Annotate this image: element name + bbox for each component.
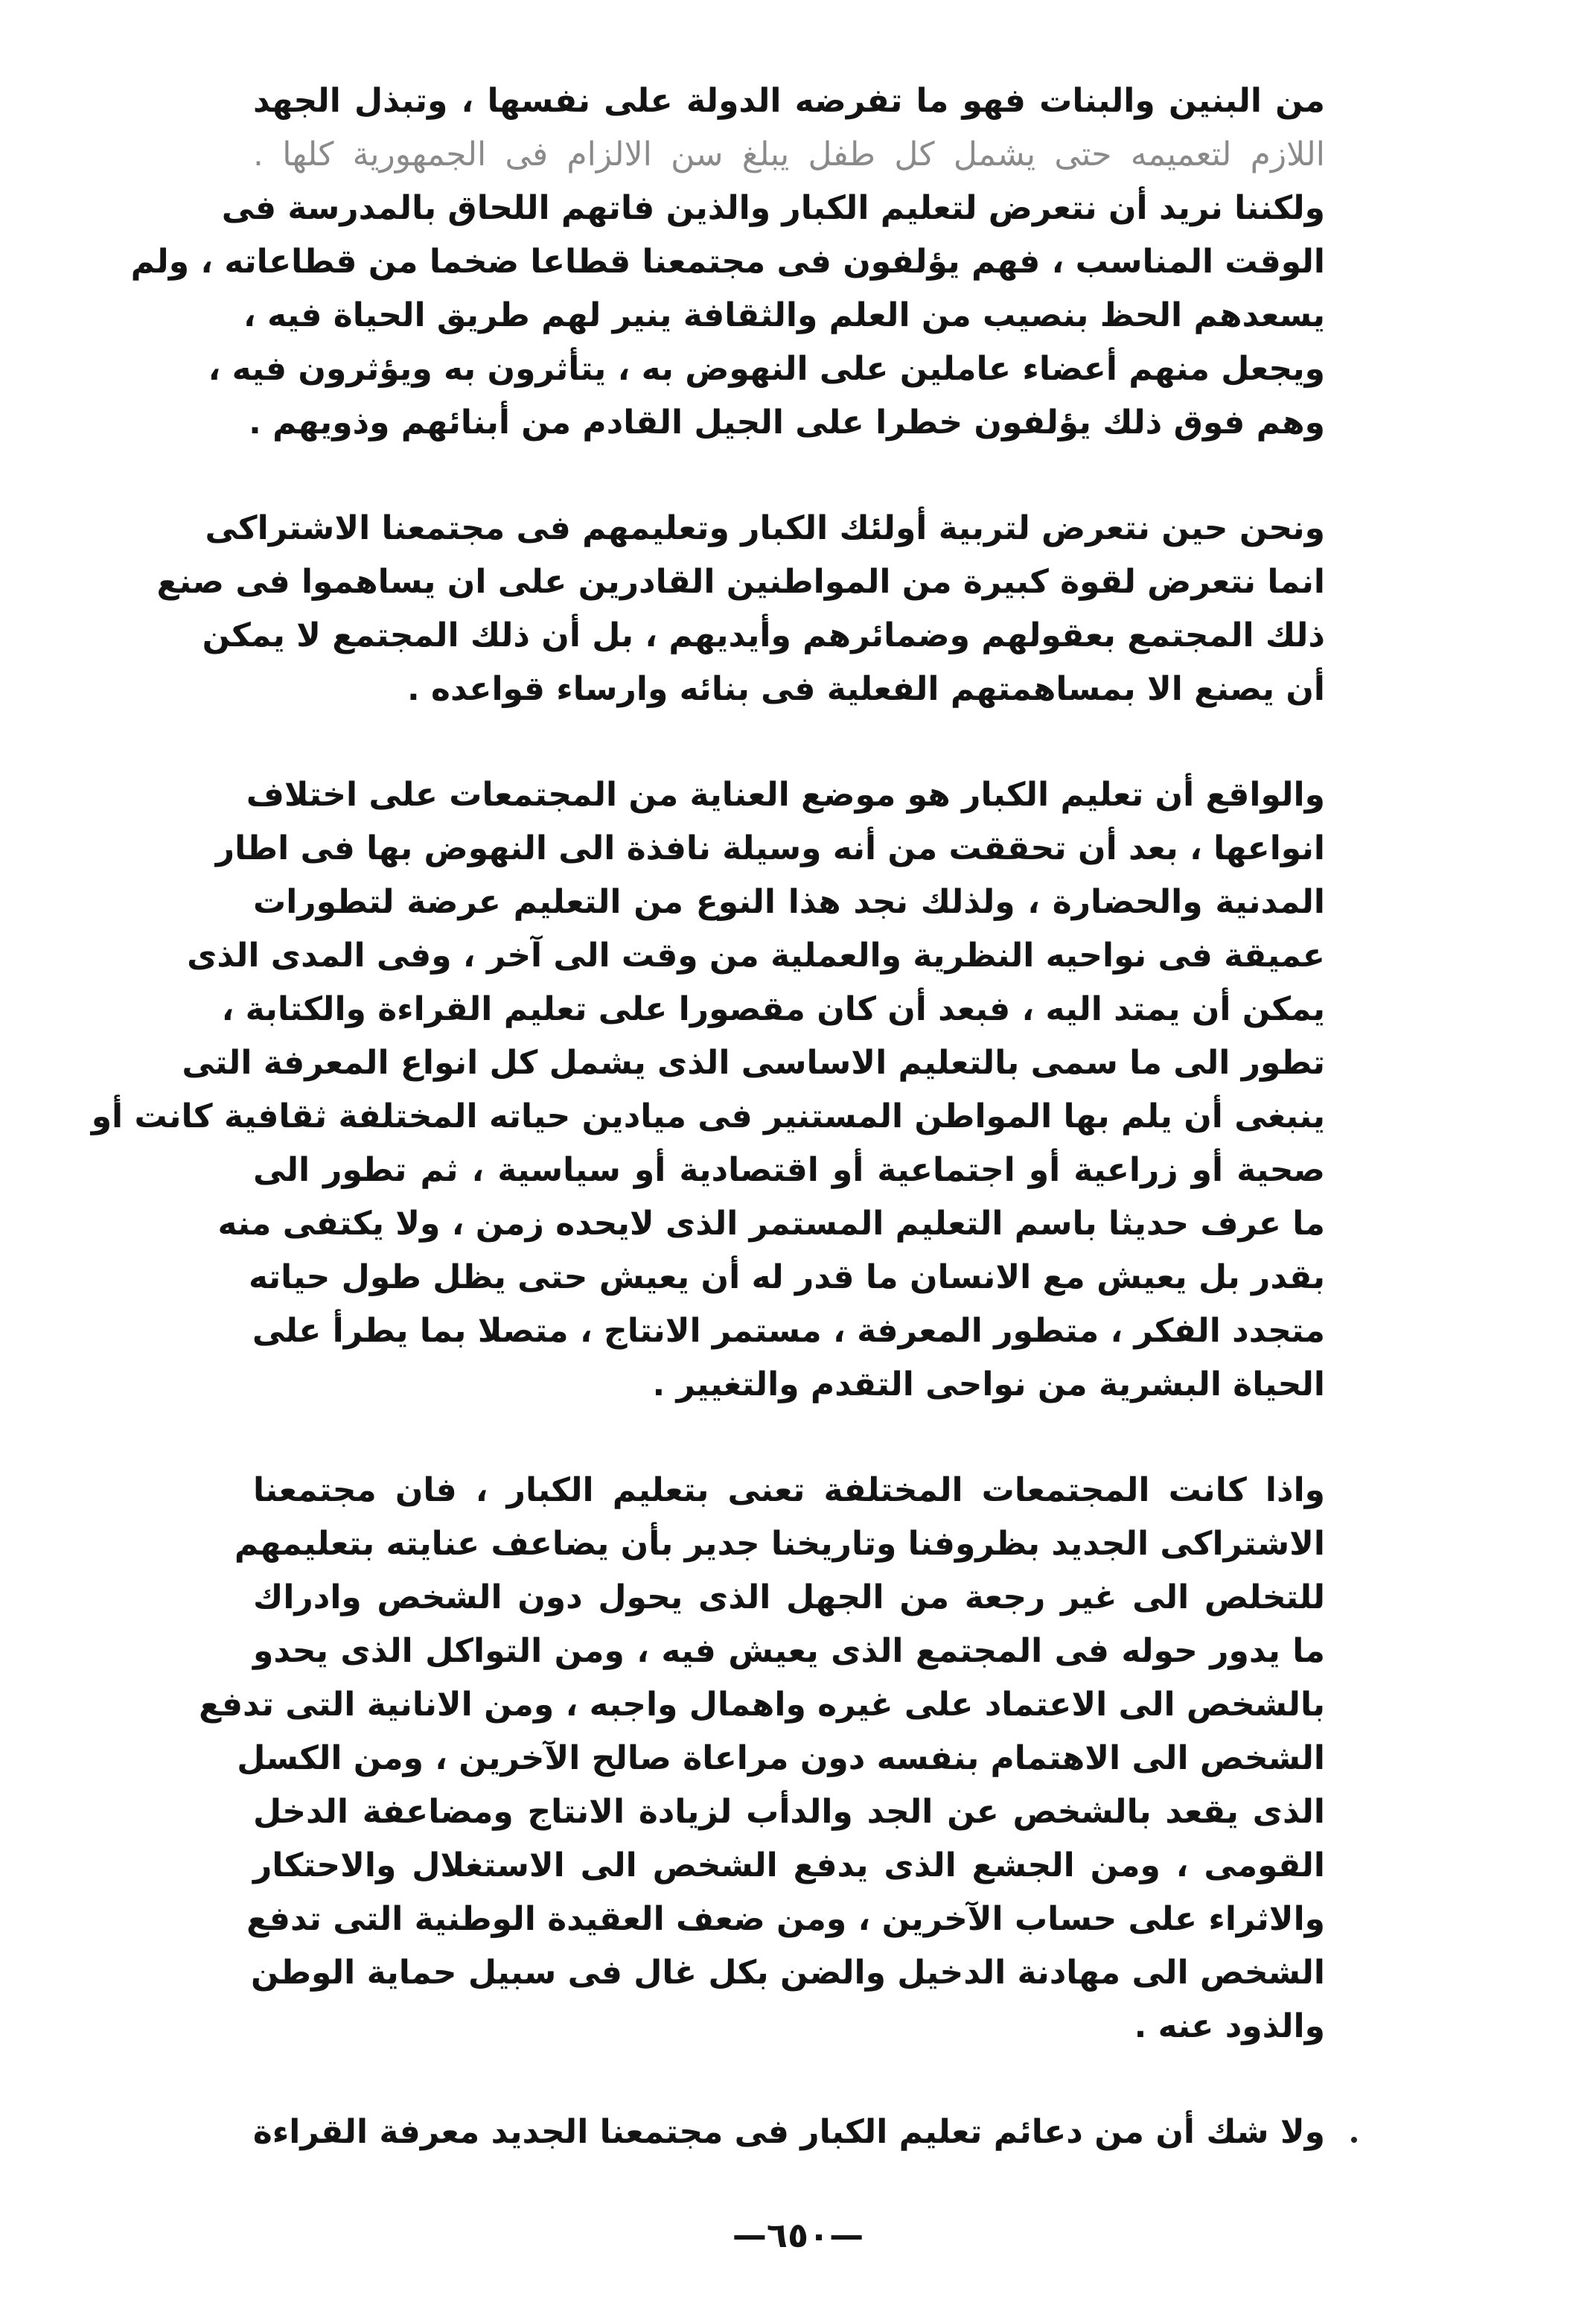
text-line: المدنية والحضارة ، ولذلك نجد هذا النوع من التعليم عرضة لتطورات bbox=[253, 883, 1325, 921]
text-line: الشخص الى مهادنة الدخيل والضن بكل غال فى سبيل حماية الوطن bbox=[251, 1954, 1325, 1992]
text-line: ما يدور حوله فى المجتمع الذى يعيش فيه ، ومن التواكل الذى يحدو bbox=[253, 1632, 1325, 1670]
text-line: والذود عنه . bbox=[1134, 2007, 1325, 2045]
text-line: ونحن حين نتعرض لتربية أولئك الكبار وتعليمهم فى مجتمعنا الاشتراكى bbox=[205, 509, 1325, 547]
page-number: —٦٥٠— bbox=[732, 2215, 864, 2255]
text-line: يسعدهم الحظ بنصيب من العلم والثقافة ينير لهم طريق الحياة فيه ، bbox=[243, 296, 1325, 334]
text-line: ينبغى أن يلم بها المواطن المستنير فى ميادين حياته المختلفة ثقافية كانت أو bbox=[91, 1097, 1325, 1135]
body-text bbox=[91, 74, 1325, 2211]
text-line: وهم فوق ذلك يؤلفون خطرا على الجيل القادم من أبنائهم وذويهم . bbox=[249, 404, 1325, 442]
text-line: الاشتراكى الجديد بظروفنا وتاريخنا جدير بأن يضاعف عنايته بتعليمهم bbox=[234, 1525, 1325, 1563]
text-line: ويجعل منهم أعضاء عاملين على النهوض به ، يتأثرون به ويؤثرون فيه ، bbox=[208, 350, 1325, 388]
text-line: عميقة فى نواحيه النظرية والعملية من وقت الى آخر ، وفى المدى الذى bbox=[187, 937, 1325, 975]
text-line: بالشخص الى الاعتماد على غيره واهمال واجبه ، ومن الانانية التى تدفع bbox=[199, 1686, 1325, 1724]
text-line: انما نتعرض لقوة كبيرة من المواطنين القادرين على ان يساهموا فى صنع bbox=[156, 563, 1325, 601]
paragraph bbox=[253, 2106, 1325, 2159]
text-line: ذلك المجتمع بعقولهم وضمائرهم وأيديهم ، بل أن ذلك المجتمع لا يمكن bbox=[202, 616, 1325, 654]
text-line: اللازم لتعميمه حتى يشمل كل طفل يبلغ سن الالزام فى الجمهورية كلها . bbox=[253, 136, 1325, 173]
text-line: الذى يقعد بالشخص عن الجد والدأب لزيادة الانتاج ومضاعفة الدخل bbox=[253, 1793, 1325, 1831]
text-line: تطور الى ما سمى بالتعليم الاساسى الذى يشمل كل انواع المعرفة التى bbox=[182, 1044, 1325, 1082]
paragraph bbox=[199, 1464, 1325, 2053]
text-line: يمكن أن يمتد اليه ، فبعد أن كان مقصورا على تعليم القراءة والكتابة ، bbox=[221, 990, 1325, 1028]
text-line: صحية أو زراعية أو اجتماعية أو اقتصادية أو سياسية ، ثم تطور الى bbox=[253, 1151, 1325, 1189]
text-line: القومى ، ومن الجشع الذى يدفع الشخص الى الاستغلال والاحتكار bbox=[253, 1846, 1325, 1884]
text-line: والواقع أن تعليم الكبار هو موضع العناية من المجتمعات على اختلاف bbox=[246, 776, 1325, 814]
paragraph bbox=[130, 74, 1325, 450]
text-line: متجدد الفكر ، متطور المعرفة ، مستمر الانتاج ، متصلا بما يطرأ على bbox=[252, 1312, 1325, 1350]
text-line: ولكننا نريد أن نتعرض لتعليم الكبار والذين فاتهم اللحاق بالمدرسة فى bbox=[221, 189, 1325, 227]
text-line: الوقت المناسب ، فهم يؤلفون فى مجتمعنا قطاعا ضخما من قطاعاته ، ولم bbox=[130, 243, 1325, 281]
text-line: والاثراء على حساب الآخرين ، ومن ضعف العقيدة الوطنية التى تدفع bbox=[246, 1900, 1325, 1938]
text-line: واذا كانت المجتمعات المختلفة تعنى بتعليم الكبار ، فان مجتمعنا bbox=[253, 1471, 1325, 1509]
text-line: بقدر بل يعيش مع الانسان ما قدر له أن يعيش حتى يظل طول حياته bbox=[248, 1258, 1325, 1296]
text-line: الشخص الى الاهتمام بنفسه دون مراعاة صالح الآخرين ، ومن الكسل bbox=[237, 1739, 1325, 1777]
text-line: للتخلص الى غير رجعة من الجهل الذى يحول دون الشخص وادراك bbox=[253, 1578, 1325, 1616]
text-line: ما عرف حديثا باسم التعليم المستمر الذى لايحده زمن ، ولا يكتفى منه bbox=[217, 1205, 1325, 1243]
text-line: الحياة البشرية من نواحى التقدم والتغيير . bbox=[652, 1365, 1325, 1403]
text-line: انواعها ، بعد أن تحققت من أنه وسيلة نافذة الى النهوض بها فى اطار bbox=[215, 829, 1325, 867]
text-line: من البنين والبنات فهو ما تفرضه الدولة على نفسها ، وتبذل الجهد bbox=[253, 82, 1325, 120]
text-line: ولا شك أن من دعائم تعليم الكبار فى مجتمعنا الجديد معرفة القراءة bbox=[252, 2113, 1325, 2151]
paragraph bbox=[91, 768, 1325, 1412]
margin-dot bbox=[1351, 2137, 1357, 2143]
text-line: أن يصنع الا بمساهمتهم الفعلية فى بنائه وارساء قواعده . bbox=[406, 670, 1325, 708]
paragraph bbox=[156, 502, 1325, 716]
